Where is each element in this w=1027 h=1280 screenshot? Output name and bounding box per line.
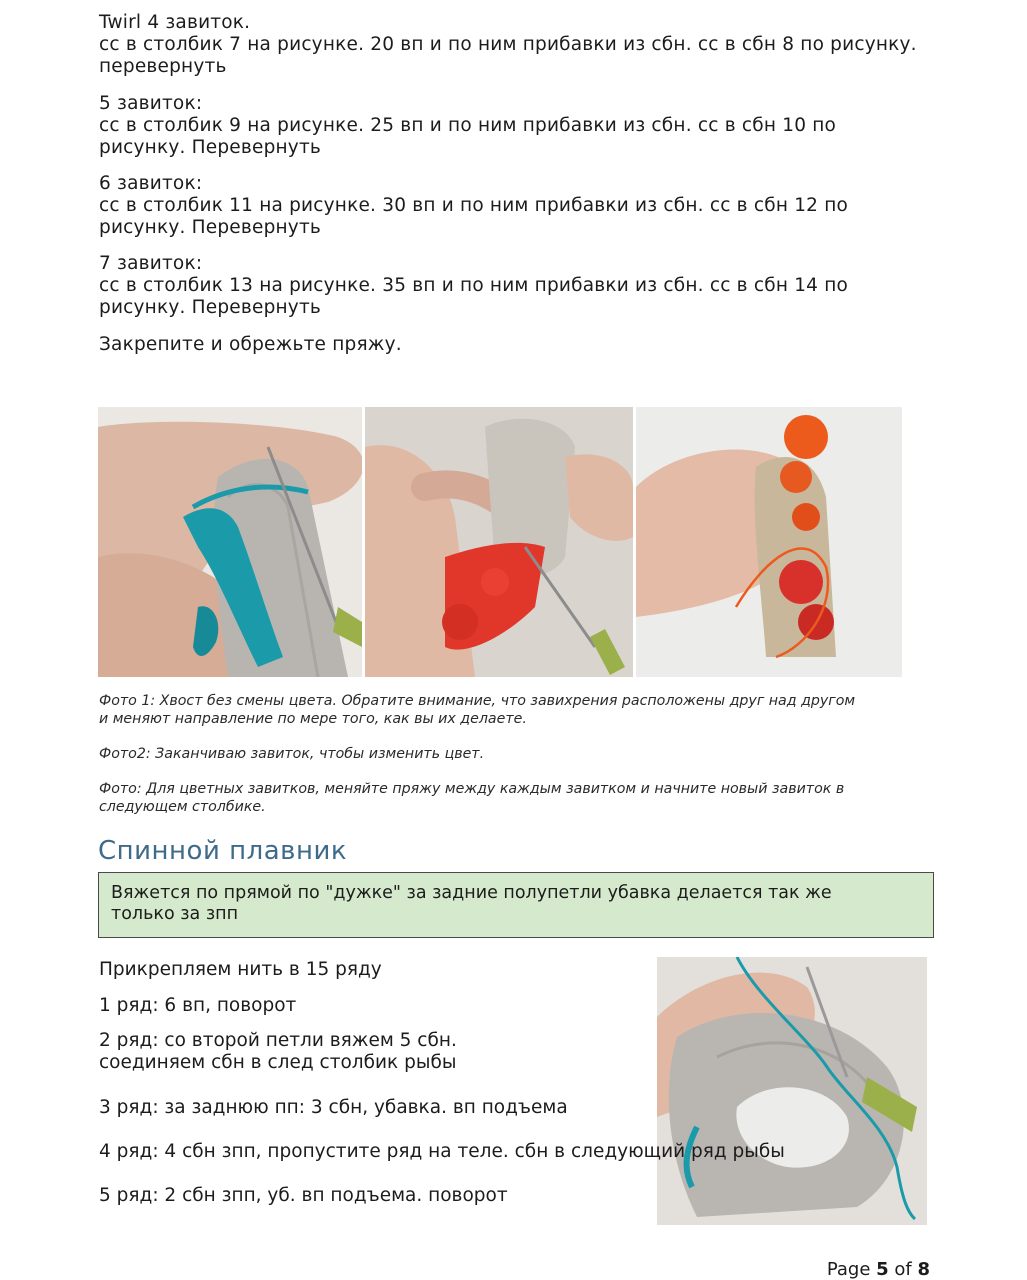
row-3-text: 3 ряд: за заднюю пп: 3 сбн, убавка. вп подъема [99,1097,568,1118]
row-5-text: 5 ряд: 2 сбн зпп, уб. вп подъема. поворот [99,1185,508,1206]
twirl-4-line2: перевернуть [99,56,227,77]
attach-yarn-text: Прикрепляем нить в 15 ряду [99,959,382,980]
twirl-6-block [99,173,939,239]
note-line-2: только за зпп [111,904,239,924]
twirl-7-line1: сс в столбик 13 на рисунке. 35 вп и по ним прибавки из сбн. сс в сбн 14 по [99,275,849,296]
caption-photo-1: Фото 1: Хвост без смены цвета. Обратите внимание, что завихрения расположены друг над другом и меняют направление по мере того, как вы их делаете. [99,693,856,727]
photo-2-red-twirl [365,407,633,677]
photo-4-teal-fin [657,957,927,1225]
photo-strip [98,407,902,677]
caption-photo-3: Фото: Для цветных завитков, меняйте пряжу между каждым завитком и начните новый завиток в следующем столбике. [99,781,845,815]
note-box [98,872,934,938]
twirl-7-line2: рисунку. Перевернуть [99,297,322,318]
twirl-7-block [99,253,939,319]
twirl-5-title: 5 завиток: [99,93,203,114]
row-2-line1: 2 ряд: со второй петли вяжем 5 сбн. [99,1030,457,1051]
twirl-5-block [99,93,939,159]
row-1-text: 1 ряд: 6 вп, поворот [99,995,297,1016]
twirl-4-block [99,12,939,78]
twirl-4-line1: сс в столбик 7 на рисунке. 20 вп и по ним прибавки из сбн. сс в сбн 8 по рисунку. [99,34,917,55]
page-number: Page 5 of 8 [826,1259,930,1280]
twirl-7-title: 7 завиток: [99,253,203,274]
section-title: Спинной плавник [98,836,348,866]
row-4-text: 4 ряд: 4 сбн зпп, пропустите ряд на теле. сбн в следующий ряд рыбы [99,1141,785,1162]
twirl-6-line1: сс в столбик 11 на рисунке. 30 вп и по ним прибавки из сбн. сс в сбн 12 по [99,195,849,216]
photo-1-teal-twirls [98,407,362,677]
photo-3-orange-twirls [636,407,902,677]
twirl-5-line2: рисунку. Перевернуть [99,137,322,158]
twirl-6-line2: рисунку. Перевернуть [99,217,322,238]
twirl-6-title: 6 завиток: [99,173,203,194]
row-2-block [99,1030,457,1074]
twirl-4-title: Twirl 4 завиток. [99,12,251,33]
fasten-off-text: Закрепите и обрежьте пряжу. [99,334,402,355]
twirl-5-line1: сс в столбик 9 на рисунке. 25 вп и по ним прибавки из сбн. сс в сбн 10 по [99,115,837,136]
caption-photo-2: Фото2: Заканчиваю завиток, чтобы изменить цвет. [99,746,485,762]
row-2-line2: соединяем сбн в след столбик рыбы [99,1052,457,1073]
note-line-1: Вяжется по прямой по "дужке" за задние полупетли убавка делается так же [111,883,832,903]
